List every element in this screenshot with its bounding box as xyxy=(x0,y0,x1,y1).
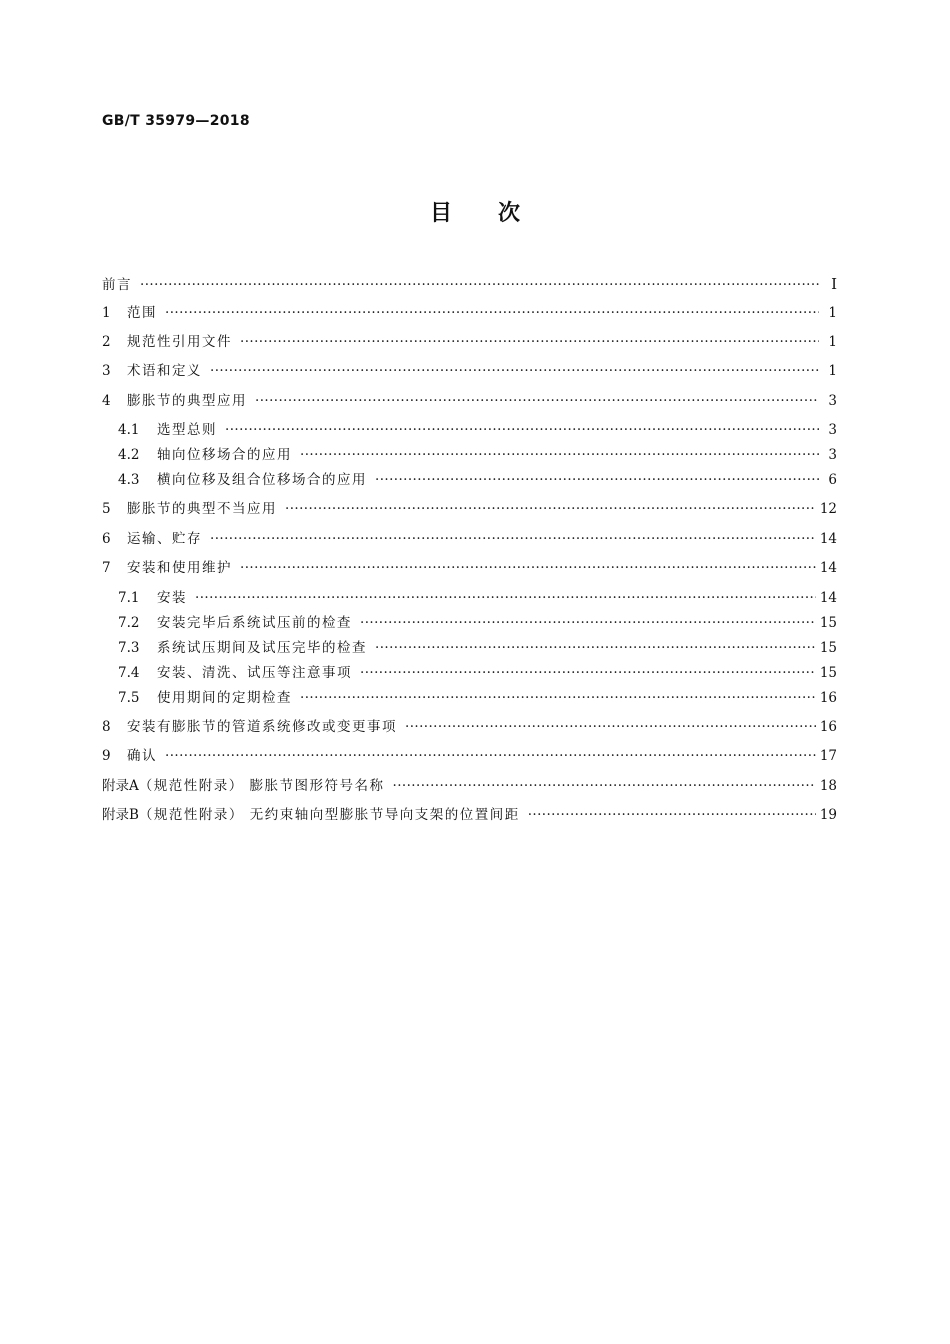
toc-leader-dots xyxy=(375,638,816,658)
toc-page-number: 15 xyxy=(819,615,837,631)
toc-number: 6 xyxy=(102,531,111,547)
toc-leader-dots xyxy=(165,746,816,766)
toc-label: 规范性引用文件 xyxy=(127,334,232,350)
toc-row-2[interactable] xyxy=(102,332,837,352)
toc-page-number: 12 xyxy=(819,501,837,517)
toc-leader-dots xyxy=(255,391,819,411)
toc-page-number: 3 xyxy=(828,393,837,409)
toc-page-number: 16 xyxy=(819,719,837,735)
toc-label: 确认 xyxy=(127,748,157,764)
toc-label: 选型总则 xyxy=(157,422,217,438)
toc-number: 3 xyxy=(102,363,111,379)
toc-row-foreword[interactable] xyxy=(102,274,837,295)
toc-leader-dots xyxy=(240,332,819,352)
toc-number: 9 xyxy=(102,748,111,764)
toc-page-number: 16 xyxy=(819,690,837,706)
toc-label: 膨胀节的典型不当应用 xyxy=(127,501,277,517)
toc-number: 4 xyxy=(102,393,111,409)
toc-label: 系统试压期间及试压完毕的检查 xyxy=(157,640,367,656)
toc-number: 1 xyxy=(102,305,111,321)
toc-leader-dots xyxy=(285,499,816,519)
toc-number: 附录B xyxy=(102,807,139,823)
toc-page-number: 17 xyxy=(819,748,837,764)
toc-leader-dots xyxy=(240,558,816,578)
toc-row-4-1[interactable] xyxy=(118,420,837,440)
toc-row-appendix-b[interactable] xyxy=(102,805,837,825)
toc-label: 安装、清洗、试压等注意事项 xyxy=(157,665,352,681)
toc-number: 2 xyxy=(102,334,111,350)
toc-number: 7.5 xyxy=(118,690,140,706)
toc-leader-dots xyxy=(300,445,819,465)
toc-page-number: 3 xyxy=(828,447,837,463)
toc-row-5[interactable] xyxy=(102,499,837,519)
toc-label: 范围 xyxy=(127,305,157,321)
toc-number: 8 xyxy=(102,719,111,735)
toc-page-number: 14 xyxy=(819,590,837,606)
toc-label: 安装有膨胀节的管道系统修改或变更事项 xyxy=(127,719,397,735)
toc-leader-dots xyxy=(210,529,816,549)
toc-label: 轴向位移场合的应用 xyxy=(157,447,292,463)
toc-page-number: Ⅰ xyxy=(831,275,837,293)
toc-page-number: 1 xyxy=(828,305,837,321)
toc-leader-dots xyxy=(225,420,819,440)
toc-label: 横向位移及组合位移场合的应用 xyxy=(157,472,367,488)
toc-row-8[interactable] xyxy=(102,717,837,737)
toc-label: 安装 xyxy=(157,590,187,606)
toc-row-9[interactable] xyxy=(102,746,837,766)
toc-page-number: 15 xyxy=(819,665,837,681)
toc-number: 4.1 xyxy=(118,422,140,438)
toc-leader-dots xyxy=(405,717,816,737)
toc-label: （规范性附录） 无约束轴向型膨胀节导向支架的位置间距 xyxy=(138,807,520,823)
toc-row-7-4[interactable] xyxy=(118,663,837,683)
toc-number: 7.3 xyxy=(118,640,140,656)
toc-row-7-5[interactable] xyxy=(118,688,837,708)
toc-page-number: 6 xyxy=(828,472,837,488)
toc-page-number: 3 xyxy=(828,422,837,438)
toc-row-appendix-a[interactable] xyxy=(102,776,837,796)
toc-row-3[interactable] xyxy=(102,361,837,381)
toc-row-4[interactable] xyxy=(102,391,837,411)
toc-label: 使用期间的定期检查 xyxy=(157,690,292,706)
toc-row-7-2[interactable] xyxy=(118,613,837,633)
toc-page-number: 1 xyxy=(828,363,837,379)
toc-leader-dots xyxy=(360,663,816,683)
toc-row-7-3[interactable] xyxy=(118,638,837,658)
toc-number: 4.3 xyxy=(118,472,140,488)
toc-label: 运输、贮存 xyxy=(127,531,202,547)
toc-page-number: 19 xyxy=(819,807,837,823)
toc-page-number: 14 xyxy=(819,531,837,547)
toc-page-number: 18 xyxy=(819,778,837,794)
toc-row-6[interactable] xyxy=(102,529,837,549)
toc-label: 前言 xyxy=(102,277,132,293)
standard-code: GB/T 35979—2018 xyxy=(102,113,250,129)
toc-leader-dots xyxy=(210,361,819,381)
toc-leader-dots xyxy=(140,275,819,295)
toc-number: 7.4 xyxy=(118,665,140,681)
toc-leader-dots xyxy=(195,588,816,608)
toc-row-7[interactable] xyxy=(102,558,837,578)
toc-label: 安装完毕后系统试压前的检查 xyxy=(157,615,352,631)
toc-leader-dots xyxy=(393,776,816,796)
toc-label: 术语和定义 xyxy=(127,363,202,379)
page-title: 目次 xyxy=(429,201,566,226)
toc-leader-dots xyxy=(165,303,819,323)
toc-row-4-2[interactable] xyxy=(118,445,837,465)
toc-leader-dots xyxy=(528,805,816,825)
toc-row-7-1[interactable] xyxy=(118,588,837,608)
toc-row-4-3[interactable] xyxy=(118,470,837,490)
toc-number: 5 xyxy=(102,501,111,517)
toc-page-number: 1 xyxy=(828,334,837,350)
toc-number: 7.1 xyxy=(118,590,140,606)
toc-label: 安装和使用维护 xyxy=(127,560,232,576)
toc-leader-dots xyxy=(300,688,816,708)
toc-label: 膨胀节的典型应用 xyxy=(127,393,247,409)
toc-label: （规范性附录） 膨胀节图形符号名称 xyxy=(138,778,385,794)
toc-leader-dots xyxy=(360,613,816,633)
toc-number: 附录A xyxy=(102,778,139,794)
toc-number: 4.2 xyxy=(118,447,140,463)
toc-page-number: 14 xyxy=(819,560,837,576)
toc-number: 7 xyxy=(102,560,111,576)
toc-leader-dots xyxy=(375,470,819,490)
toc-number: 7.2 xyxy=(118,615,140,631)
toc-page-number: 15 xyxy=(819,640,837,656)
toc-row-1[interactable] xyxy=(102,303,837,323)
